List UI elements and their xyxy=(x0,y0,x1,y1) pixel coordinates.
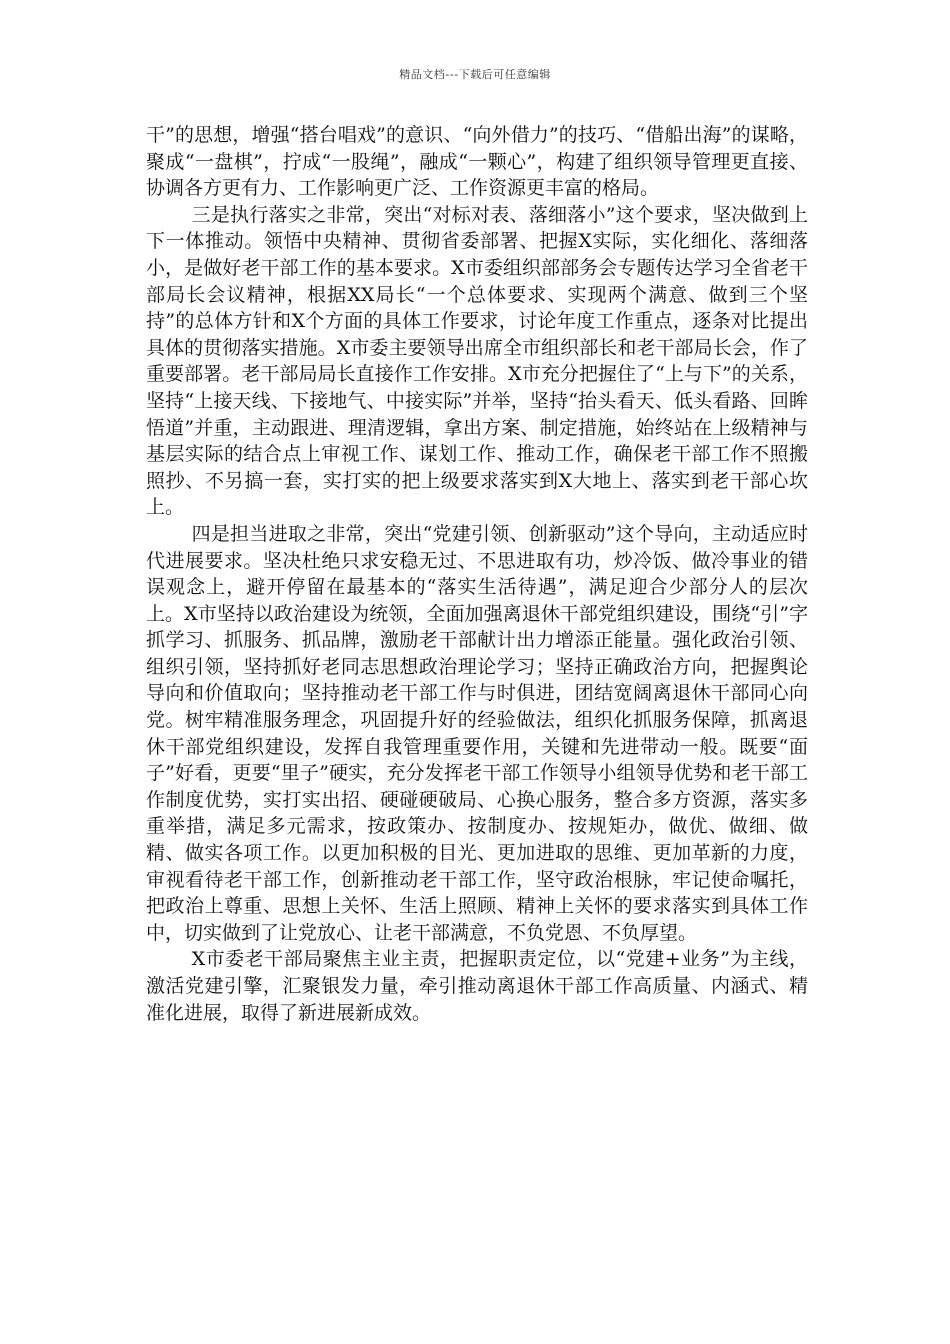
paragraph-initiative: 四是担当进取之非常，突出“党建引领、创新驱动”这个导向，主动适应时代进展要求。坚决杜绝只求安稳无过、不思进取有功，炒冷饭、做冷事业的错误观念上，避开停留在最基本的“落实生活待遇”，满足迎合少部分人的层次上。X市坚持以政治建设为统领，全面加强离退休干部党组织建设，围绕“引”字抓学习、抓服务、抓品牌，激励老干部献计出力增添正能量。强化政治引领、组织引领，坚持抓好老同志思想政治理论学习；坚持正确政治方向，把握舆论导向和价值取向；坚持推动老干部工作与时俱进，团结宽阔离退休干部同心向党。树牢精准服务理念，巩固提升好的经验做法，组织化抓服务保障，抓离退休干部党组织建设，发挥自我管理重要作用，关键和先进带动一般。既要“面子”好看，更要“里子”硬实，充分发挥老干部工作领导小组领导优势和老干部工作制度优势，实打实出招、硬碰硬破局、心换心服务，整合多方资源，落实多重举措，满足多元需求，按政策办、按制度办、按规矩办，做优、做细、做精、做实各项工作。以更加积极的目光、更加进取的思维、更加革新的力度，审视看待老干部工作，创新推动老干部工作，坚守政治根脉，牢记使命嘱托，把政治上尊重、思想上关怀、生活上照顾、精神上关怀的要求落实到具体工作中，切实做到了让党放心、让老干部满意，不负党恩、不负厚望。 xyxy=(146,522,808,944)
header-note: 精品文档---下载后可任意编辑 xyxy=(399,68,551,81)
paragraph-execution: 三是执行落实之非常，突出“对标对表、落细落小”这个要求，坚决做到上下一体推动。领悟中央精神、贯彻省委部署、把握X实际，实化细化、落细落小，是做好老干部工作的基本要求。X市委组织部部务会专题传达学习全省老干部局长会议精神，根据XX局长“一个总体要求、实现两个满意、做到三个坚持”的总体方针和X个方面的具体工作要求，讨论年度工作重点，逐条对比提出具体的贯彻落实措施。X市委主要领导出席全市组织部长和老干部局长会，作了重要部署。老干部局局长直接作工作安排。X市充分把握住了“上与下”的关系，坚持“上接天线、下接地气、中接实际”并举，坚持“抬头看天、低头看路、回眸悟道”并重，主动跟进、理清逻辑，拿出方案、制定措施，始终站在上级精神与基层实际的结合点上审视工作、谋划工作、推动工作，确保老干部工作不照搬照抄、不另搞一套，实打实的把上级要求落实到X大地上、落实到老干部心坎上。 xyxy=(146,203,808,519)
paragraph-continuation: 干”的思想，增强“搭台唱戏”的意识、“向外借力”的技巧、“借船出海”的谋略，聚成“一盘棋”，拧成“一股绳”，融成“一颗心”，构建了组织领导管理更直接、协调各方更有力、工作影响更广泛、工作资源更丰富的格局。 xyxy=(146,124,808,200)
document-body xyxy=(146,122,808,1026)
paragraph-summary: X市委老干部局聚焦主业主责，把握职责定位，以“党建+业务”为主线，激活党建引擎，汇聚银发力量，牵引推动离退休干部工作高质量、内涵式、精准化进展，取得了新进展新成效。 xyxy=(146,948,808,1024)
